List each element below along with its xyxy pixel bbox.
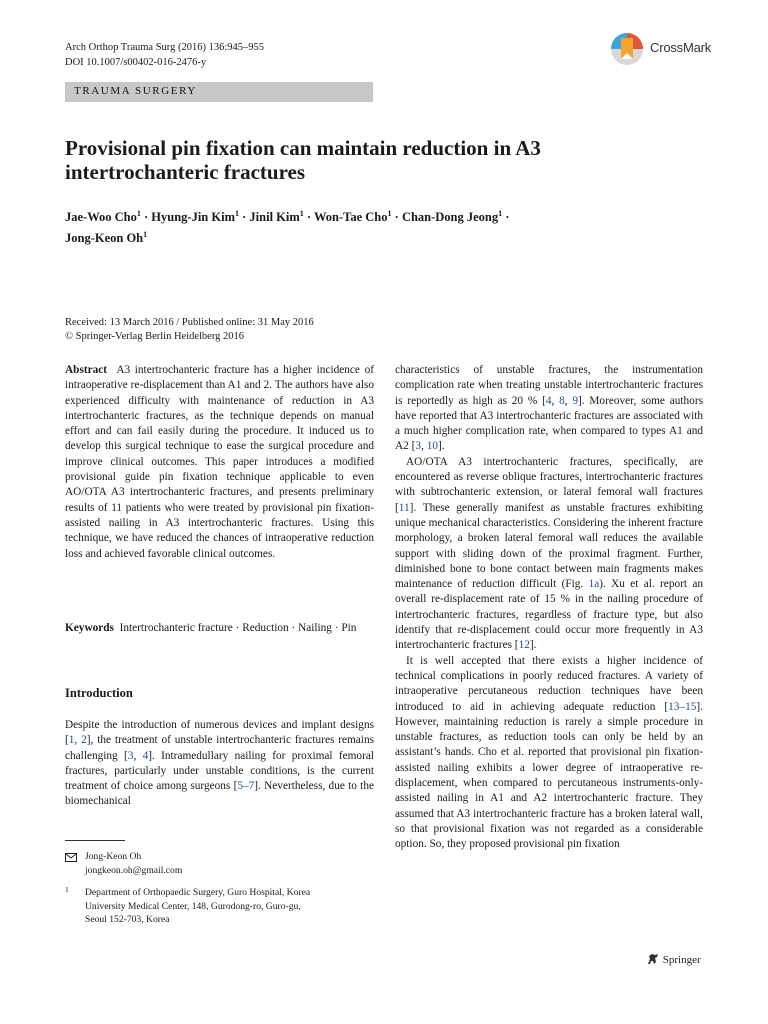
affiliation-line: University Medical Center, 148, Gurodong-ro, Guro-gu, [85,900,301,912]
received-published: Received: 13 March 2016 / Published online: 31 May 2016 [65,317,314,328]
citation-link[interactable]: 4 [142,749,149,762]
affiliation-number: 1 [65,885,69,894]
citation-link[interactable]: 3 [127,749,134,762]
affiliation-line: Department of Orthopaedic Surgery, Guro Hospital, Korea [85,887,311,898]
crossmark-badge[interactable] [610,31,720,67]
article-title: Provisional pin fixation can maintain reduction in A3 intertrochanteric fractures [65,136,541,184]
figure-link[interactable]: 1a [588,578,600,591]
author[interactable]: Hyung-Jin Kim$^1$ [151,209,239,225]
citation-link[interactable]: 11 [398,501,410,514]
footnote-divider [65,840,125,841]
citation-link[interactable]: 2 [81,734,87,747]
author[interactable]: Jinil Kim$^1$ [249,209,304,225]
citation-link[interactable]: 3 [415,440,422,453]
citation-link[interactable]: 4 [545,394,552,407]
citation-link[interactable]: 1 [68,734,75,747]
body-paragraph: It is well accepted that there exists a higher incidence of technical complications in poorly reduced fractures. A variety of intraoperative percutaneous reduction techniques have been introduced to aid in achieving adequate reduction [13–15]. However, maintaining reduction is rarely a simple procedure in unstable fractures, as reduction tools can only be held by an assistant’s hands. Cho et al. reported that provisional pin fixation-assisted nailing exhibits a lower degree of intraoperative re-displacement, when compared to percutaneous instruments-only-assisted nailing in A1 and A2 intertrochanteric fracture. They assumed that A3 intertrochanteric fracture has a broken lateral wall, so that provisional fixation was not regarded as a considerable option. So, they proposed provisional pin fixation [395,654,703,851]
citation-link[interactable]: 13–15 [668,700,697,713]
right-column-text [395,363,703,853]
section-heading-introduction: Introduction [65,686,133,700]
citation-link[interactable]: 9 [572,394,579,407]
abstract [65,363,374,562]
author-list: Jae-Woo Cho$^1$ · Hyung-Jin Kim$^1$ · Jinil Kim$^1$ · Won-Tae Cho$^1$ · Chan-Dong Jeong$^1$ · Jong-Keon Oh$^1$ [65,209,510,246]
citation-link[interactable]: 12 [518,639,530,652]
section-banner [65,82,373,102]
corresponding-email[interactable]: jongkeon.oh@gmail.com [85,864,183,876]
affiliation-line: Seoul 152-703, Korea [85,914,170,925]
section-label: TRAUMA SURGERY [74,85,197,97]
publication-dates [65,316,314,344]
citation-link[interactable]: 10 [426,440,439,453]
keywords-text: Intertrochanteric fracture · Reduction · Nailing · Pin [119,622,357,634]
publisher-name: Springer [662,954,701,966]
keywords-label: Keywords [65,622,114,634]
corresponding-name: Jong-Keon Oh [85,851,142,862]
doi[interactable]: DOI 10.1007/s00402-016-2476-y [65,57,207,68]
author[interactable]: Won-Tae Cho$^1$ [313,209,392,225]
corresponding-author [65,850,374,877]
citation-link[interactable]: 5–7 [237,780,255,793]
journal-citation: Arch Orthop Trauma Surg (2016) 136:945–955 [65,42,265,53]
crossmark-label: CrossMark [650,40,712,55]
abstract-text: A3 intertrochanteric fracture has a higher incidence of intraoperative re-displacement than A1 and 2. The authors have also experienced difficulty with maintenance of reduction in A3 intertrochanteric fractures, as the technique depends on manual effort and can fail easily during the procedure. It induced us to develop this surgical technique to ease the surgical procedure and improve clinical outcomes. This paper introduces a modified provisional guide pin fixation technique applicable to even AO/OTA A3 intertrochanteric fractures, and presents preliminary results of 11 patients who were treated by provisional pin fixation-assisted nailing in A3 intertrochanteric fractures. Using this technique, we have reduced the chances of intraoperative reduction loss and achieved favorable clinical outcomes. [65,364,374,560]
body-paragraph: characteristics of unstable fractures, the instrumentation complication rate when treating unstable intertrochanteric fractures is reportedly as high as 20 % [4, 8, 9]. Moreover, some authors have reported that A3 intertrochanteric fractures are associated with a much higher complication rate, when compared to types A1 and A2 [3, 10]. [395,364,703,453]
springer-horse-icon [646,953,660,965]
author[interactable]: Jae-Woo Cho$^1$ [65,209,141,225]
keywords [65,621,374,636]
author[interactable]: Jong-Keon Oh$^1$ [65,230,148,246]
body-paragraph: AO/OTA A3 intertrochanteric fractures, specifically, are encountered as reverse oblique fractures, intertrochanteric fractures with subtrochanteric extension, or lateral femoral wall fractures [11]. These generally manifest as unstable fractures exhibiting unique mechanical characteristics. Considering the inherent fracture morphology, a broken lateral femoral wall reduces the available support with sliding down of the proximal fragment. Further, diminished bone to bone contact between main fragments makes maintenance of reduction difficult (Fig. 1a). Xu et al. report an overall re-displacement rate of 15 % in the nailing procedure of intertrochanteric fractures, regardless of fracture type, but also identify that re-displacement could occur more frequently in A3 intertrochanteric fractures [12]. [395,455,703,652]
publisher-logo [646,953,701,966]
crossmark-icon [610,31,644,67]
envelope-icon [65,853,77,862]
copyright: © Springer-Verlag Berlin Heidelberg 2016 [65,331,245,342]
citation-link[interactable]: 8 [559,394,565,407]
author[interactable]: Chan-Dong Jeong$^1$ [401,209,503,225]
abstract-label: Abstract [65,364,108,376]
introduction-paragraph: Despite the introduction of numerous devices and implant designs [1, 2], the treatment of unstable intertrochanteric fractures remains challenging [3, 4]. Intramedullary nailing for proximal femoral fractures, particularly under unstable conditions, is the current treatment of choice among surgeons [5–7]. Nevertheless, due to the biomechanical [65,719,374,808]
affiliation [65,886,374,927]
